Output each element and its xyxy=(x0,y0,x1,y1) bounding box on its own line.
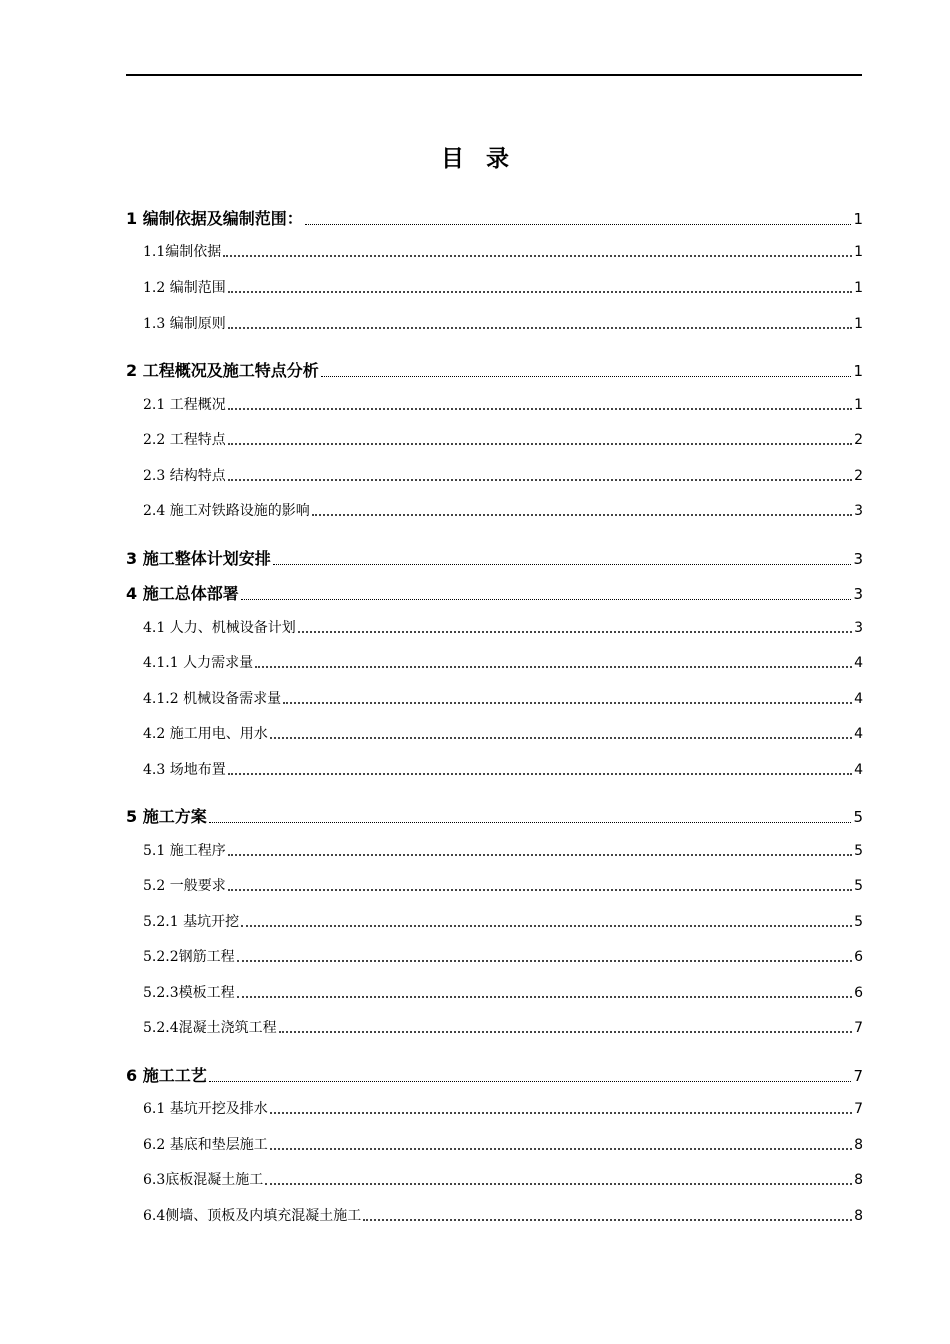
toc-entry-page: 1 xyxy=(853,210,863,228)
toc-entry-label: 1 编制依据及编制范围： xyxy=(126,209,303,228)
toc-entry[interactable] xyxy=(143,394,863,414)
toc-entry-label: 2.2 工程特点 xyxy=(143,432,226,448)
toc-entry[interactable] xyxy=(126,546,863,569)
toc-dot-leader xyxy=(228,773,852,775)
toc-entry-page: 3 xyxy=(854,620,863,636)
toc-entry[interactable] xyxy=(143,759,863,779)
toc-dot-leader xyxy=(321,376,852,377)
toc-entry-label: 4 施工总体部署 xyxy=(126,584,239,603)
toc-entry-label: 2 工程概况及施工特点分析 xyxy=(126,361,319,380)
toc-dot-leader xyxy=(270,1112,852,1114)
toc-entry-label: 4.1.2 机械设备需求量 xyxy=(143,691,282,707)
toc-dot-leader xyxy=(228,854,852,856)
toc-entry[interactable] xyxy=(143,1134,863,1154)
toc-entry[interactable] xyxy=(143,277,863,297)
toc-entry[interactable] xyxy=(126,1063,863,1086)
toc-entry-label: 3 施工整体计划安排 xyxy=(126,549,271,568)
toc-dot-leader xyxy=(279,1031,852,1033)
toc-entry-page: 3 xyxy=(853,550,863,568)
toc-entry-label: 4.1 人力、机械设备计划 xyxy=(143,620,296,636)
toc-entry-page: 1 xyxy=(854,280,863,296)
toc-dot-leader xyxy=(270,737,852,739)
toc-entry[interactable] xyxy=(143,1098,863,1118)
toc-entry-page: 8 xyxy=(854,1172,863,1188)
toc-entry-label: 5 施工方案 xyxy=(126,807,207,826)
toc-dot-leader xyxy=(298,631,852,633)
toc-entry-page: 5 xyxy=(854,878,863,894)
toc-entry-label: 4.2 施工用电、用水 xyxy=(143,726,268,742)
toc-dot-leader xyxy=(270,1148,852,1150)
toc-entry-page: 2 xyxy=(854,468,863,484)
toc-entry[interactable] xyxy=(143,1205,863,1225)
toc-entry-page: 4 xyxy=(854,726,863,742)
toc-entry[interactable] xyxy=(126,358,863,381)
toc-entry-page: 2 xyxy=(854,432,863,448)
toc-entry-page: 4 xyxy=(854,655,863,671)
header-rule xyxy=(126,74,862,76)
toc-entry-page: 1 xyxy=(854,244,863,260)
toc-entry-label: 6.4侧墙、顶板及内填充混凝土施工 xyxy=(143,1208,362,1224)
toc-entry-page: 1 xyxy=(854,397,863,413)
toc-dot-leader xyxy=(312,514,852,516)
toc-entry-page: 4 xyxy=(854,691,863,707)
toc-entry[interactable] xyxy=(143,982,863,1002)
toc-entry-page: 7 xyxy=(854,1101,863,1117)
toc-entry-label: 5.1 施工程序 xyxy=(143,843,226,859)
toc-entry-page: 8 xyxy=(854,1137,863,1153)
toc-entry-page: 3 xyxy=(854,503,863,519)
toc-dot-leader xyxy=(273,564,852,565)
toc-entry-page: 6 xyxy=(854,949,863,965)
toc-entry[interactable] xyxy=(143,723,863,743)
toc-entry-label: 2.1 工程概况 xyxy=(143,397,226,413)
toc-entry[interactable] xyxy=(143,465,863,485)
toc-dot-leader xyxy=(237,960,852,962)
toc-entry-page: 7 xyxy=(854,1020,863,1036)
toc-dot-leader xyxy=(241,599,852,600)
toc-entry-label: 2.4 施工对铁路设施的影响 xyxy=(143,503,310,519)
toc-entry-label: 6.2 基底和垫层施工 xyxy=(143,1137,268,1153)
toc-entry[interactable] xyxy=(143,688,863,708)
toc-dot-leader xyxy=(228,443,852,445)
toc-dot-leader xyxy=(228,408,852,410)
toc-dot-leader xyxy=(363,1219,852,1221)
toc-entry-label: 5.2.1 基坑开挖 xyxy=(143,914,240,930)
toc-entry[interactable] xyxy=(143,1169,863,1189)
toc-entry[interactable] xyxy=(143,946,863,966)
toc-dot-leader xyxy=(209,1081,852,1082)
toc-entry[interactable] xyxy=(126,581,863,604)
toc-entry-label: 1.3 编制原则 xyxy=(143,316,226,332)
toc-entry-label: 5.2.4混凝土浇筑工程 xyxy=(143,1020,277,1036)
toc-entry[interactable] xyxy=(143,429,863,449)
toc-dot-leader xyxy=(283,702,852,704)
toc-entry-label: 5.2 一般要求 xyxy=(143,878,226,894)
toc-dot-leader xyxy=(228,479,852,481)
toc-entry[interactable] xyxy=(143,313,863,333)
toc-entry-label: 6 施工工艺 xyxy=(126,1066,207,1085)
toc-entry-label: 2.3 结构特点 xyxy=(143,468,226,484)
toc-entry-page: 8 xyxy=(854,1208,863,1224)
toc-entry[interactable] xyxy=(143,1017,863,1037)
toc-dot-leader xyxy=(255,666,852,668)
toc-entry-label: 1.2 编制范围 xyxy=(143,280,226,296)
toc-entry-label: 6.1 基坑开挖及排水 xyxy=(143,1101,268,1117)
toc-entry[interactable] xyxy=(143,652,863,672)
toc-dot-leader xyxy=(228,327,852,329)
toc-dot-leader xyxy=(228,889,852,891)
toc-dot-leader xyxy=(237,996,852,998)
toc-dot-leader xyxy=(265,1183,852,1185)
toc-entry-page: 1 xyxy=(854,316,863,332)
toc-entry[interactable] xyxy=(143,617,863,637)
toc-dot-leader xyxy=(241,925,852,927)
toc-entry[interactable] xyxy=(143,241,863,261)
toc-entry[interactable] xyxy=(143,500,863,520)
toc-entry-page: 7 xyxy=(853,1067,863,1085)
toc-entry-label: 4.1.1 人力需求量 xyxy=(143,655,254,671)
toc-entry[interactable] xyxy=(126,804,863,827)
toc-entry[interactable] xyxy=(143,875,863,895)
toc-entry-label: 1.1编制依据 xyxy=(143,244,222,260)
toc-entry-page: 3 xyxy=(853,585,863,603)
toc-entry-label: 6.3底板混凝土施工 xyxy=(143,1172,264,1188)
toc-dot-leader xyxy=(228,291,852,293)
toc-entry-label: 4.3 场地布置 xyxy=(143,762,226,778)
toc-entry-page: 5 xyxy=(854,914,863,930)
toc-entry[interactable] xyxy=(126,206,863,229)
toc-dot-leader xyxy=(305,224,852,225)
toc-entry-page: 4 xyxy=(854,762,863,778)
toc-entry-page: 6 xyxy=(854,985,863,1001)
toc-entry[interactable] xyxy=(143,840,863,860)
toc-dot-leader xyxy=(223,255,852,257)
toc-entry-page: 5 xyxy=(854,843,863,859)
toc-title: 目录 xyxy=(441,146,531,172)
toc-entry[interactable] xyxy=(143,911,863,931)
toc-entry-label: 5.2.2钢筋工程 xyxy=(143,949,235,965)
toc-entry-page: 1 xyxy=(853,362,863,380)
toc-entry-label: 5.2.3模板工程 xyxy=(143,985,235,1001)
toc-dot-leader xyxy=(209,822,852,823)
toc-entry-page: 5 xyxy=(853,808,863,826)
